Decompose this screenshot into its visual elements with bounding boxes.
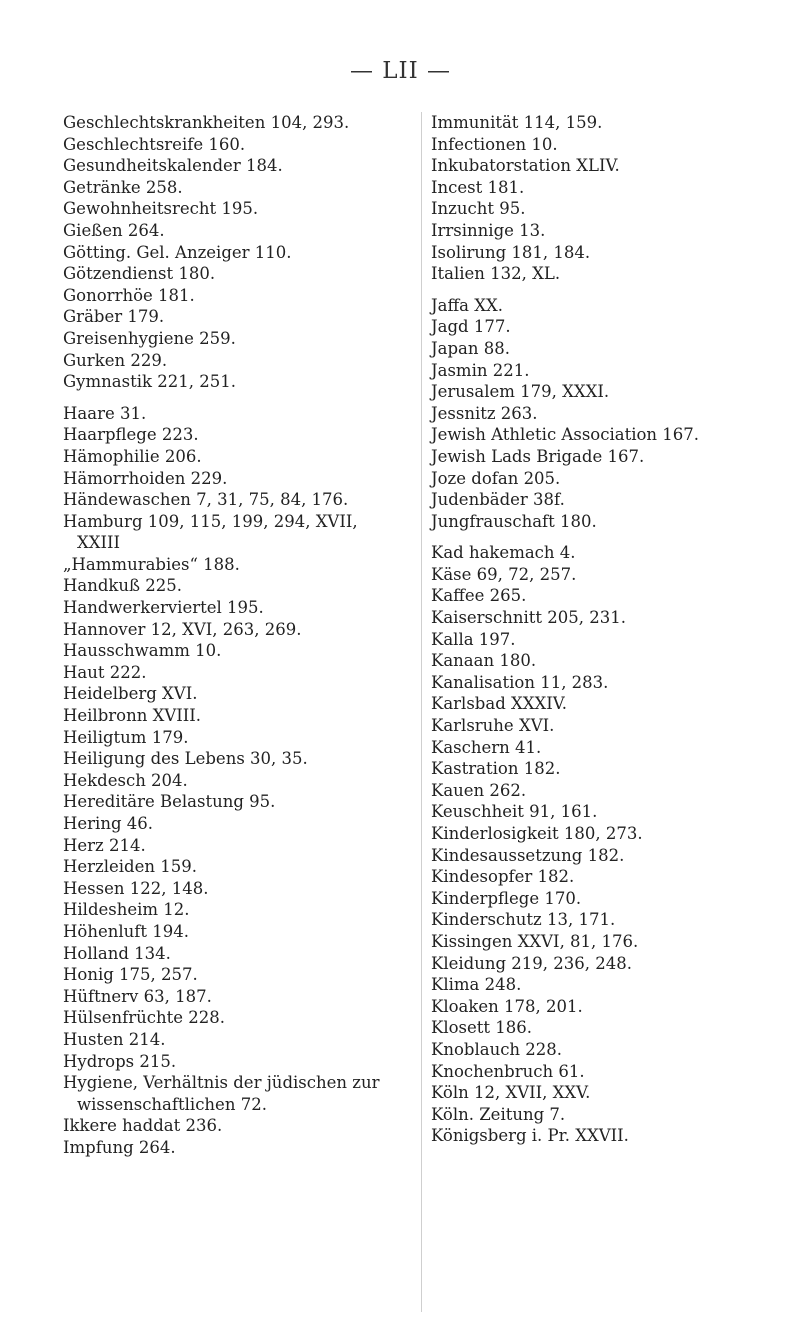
index-entry-text: Haare 31. xyxy=(63,403,147,423)
index-entry-text: Greisenhygiene 259. xyxy=(63,328,236,348)
index-entry-text: Husten 214. xyxy=(63,1029,166,1049)
index-entry-text: Klima 248. xyxy=(431,975,522,995)
index-entry-text: Knochenbruch 61. xyxy=(431,1061,585,1081)
index-entry-text: Kanaan 180. xyxy=(431,651,537,671)
index-entry-text: Götzendienst 180. xyxy=(63,264,216,284)
index-entry-text: Kad hakemach 4. xyxy=(431,543,576,563)
index-entry xyxy=(431,112,801,134)
index-entry xyxy=(63,112,433,134)
section-gap xyxy=(431,285,801,295)
index-entry xyxy=(63,511,433,554)
index-column-left xyxy=(63,112,433,1159)
index-entry-text: Kinderpflege 170. xyxy=(431,888,582,908)
index-entry-text: Jaffa XX. xyxy=(431,295,503,315)
index-entry xyxy=(63,1115,433,1137)
index-entry xyxy=(63,554,433,576)
index-entry xyxy=(431,242,801,264)
index-entry xyxy=(431,1082,801,1104)
index-entry-text: Karlsruhe XVI. xyxy=(431,716,555,736)
index-entry-text: Impfung 264. xyxy=(63,1137,176,1157)
index-entry-text: Jagd 177. xyxy=(431,317,511,337)
index-entry-text: Gießen 264. xyxy=(63,220,165,240)
index-entry xyxy=(63,1029,433,1051)
index-entry-text: Honig 175, 257. xyxy=(63,965,198,985)
index-entry xyxy=(431,758,801,780)
index-entry-text: Kalla 197. xyxy=(431,629,516,649)
index-entry xyxy=(431,381,801,403)
index-entry xyxy=(431,715,801,737)
index-entry-continuation: XXIII xyxy=(77,533,121,553)
index-entry xyxy=(431,888,801,910)
index-entry xyxy=(63,899,433,921)
index-entry xyxy=(431,263,801,285)
index-entry xyxy=(431,823,801,845)
index-entry-text: Holland 134. xyxy=(63,943,171,963)
index-entry-text: Kanalisation 11, 283. xyxy=(431,672,609,692)
index-entry xyxy=(63,446,433,468)
index-entry-text: Kindesaussetzung 182. xyxy=(431,845,625,865)
index-entry-text: Handwerkerviertel 195. xyxy=(63,598,264,618)
index-entry xyxy=(431,295,801,317)
index-entry xyxy=(431,737,801,759)
index-entry xyxy=(431,1125,801,1147)
index-entry xyxy=(63,1072,433,1115)
index-entry xyxy=(431,996,801,1018)
index-entry-text: Hämophilie 206. xyxy=(63,446,202,466)
page-number: — LII — xyxy=(349,58,452,84)
index-entry xyxy=(63,242,433,264)
index-entry-text: Klosett 186. xyxy=(431,1018,533,1038)
index-entry-text: Herzleiden 159. xyxy=(63,857,197,877)
index-entry xyxy=(431,1017,801,1039)
index-entry-text: Jewish Athletic Association 167. xyxy=(431,425,700,445)
index-entry xyxy=(63,619,433,641)
index-entry-text: Hamburg 109, 115, 199, 294, XVII, xyxy=(63,511,358,531)
index-entry-text: Hydrops 215. xyxy=(63,1051,177,1071)
index-entry-text: Geschlechtskrankheiten 104, 293. xyxy=(63,113,350,132)
index-entry xyxy=(431,511,801,533)
index-entry xyxy=(63,856,433,878)
index-entry xyxy=(63,350,433,372)
index-entry-text: Jessnitz 263. xyxy=(431,403,538,423)
index-entry-text: Kaiserschnitt 205, 231. xyxy=(431,608,627,628)
index-column-right xyxy=(431,112,801,1147)
index-entry-text: Gonorrhöe 181. xyxy=(63,285,195,305)
index-entry xyxy=(63,878,433,900)
index-entry xyxy=(63,328,433,350)
index-entry xyxy=(63,1007,433,1029)
index-entry-text: Gräber 179. xyxy=(63,307,165,327)
index-entry xyxy=(431,585,801,607)
index-entry xyxy=(63,1137,433,1159)
index-entry-text: Kleidung 219, 236, 248. xyxy=(431,953,632,973)
index-entry-text: Hygiene, Verhältnis der jüdischen zur xyxy=(63,1073,380,1093)
index-entry xyxy=(63,134,433,156)
index-entry xyxy=(431,468,801,490)
index-entry-text: Immunität 114, 159. xyxy=(431,113,603,132)
index-entry xyxy=(63,285,433,307)
index-entry-text: Jasmin 221. xyxy=(431,360,530,380)
index-entry xyxy=(431,155,801,177)
index-entry xyxy=(431,650,801,672)
index-entry xyxy=(63,791,433,813)
index-entry xyxy=(63,640,433,662)
index-entry-text: Köln 12, XVII, XXV. xyxy=(431,1083,591,1103)
index-entry-text: Heiligtum 179. xyxy=(63,727,189,747)
index-entry xyxy=(431,360,801,382)
index-entry-text: Geschlechtsreife 160. xyxy=(63,134,246,154)
index-entry-text: Höhenluft 194. xyxy=(63,921,189,941)
index-entry xyxy=(431,446,801,468)
index-entry-text: Inkubatorstation XLIV. xyxy=(431,156,620,176)
index-entry-text: Infectionen 10. xyxy=(431,134,558,154)
index-entry-text: Gesundheitskalender 184. xyxy=(63,156,283,176)
index-entry xyxy=(63,770,433,792)
index-entry xyxy=(63,813,433,835)
index-entry-text: Judenbäder 38f. xyxy=(431,490,565,510)
index-entry-text: Knoblauch 228. xyxy=(431,1039,563,1059)
index-entry-text: Hannover 12, XVI, 263, 269. xyxy=(63,619,302,639)
index-entry-text: Karlsbad XXXIV. xyxy=(431,694,568,714)
index-entry-text: Herz 214. xyxy=(63,835,146,855)
index-entry xyxy=(63,727,433,749)
index-entry-text: Incest 181. xyxy=(431,177,525,197)
index-entry xyxy=(431,1061,801,1083)
index-entry-text: Inzucht 95. xyxy=(431,199,526,219)
index-entry xyxy=(63,575,433,597)
index-entry xyxy=(431,489,801,511)
index-entry-text: Irrsinnige 13. xyxy=(431,220,546,240)
index-entry xyxy=(431,316,801,338)
index-entry xyxy=(431,953,801,975)
index-entry xyxy=(63,177,433,199)
index-entry-text: Kastration 182. xyxy=(431,759,561,779)
index-entry-text: Hereditäre Belastung 95. xyxy=(63,792,276,812)
index-entry-text: Gewohnheitsrecht 195. xyxy=(63,199,259,219)
index-entry xyxy=(63,155,433,177)
index-entry-text: Hüftnerv 63, 187. xyxy=(63,986,212,1006)
index-entry-text: Hering 46. xyxy=(63,814,153,833)
index-entry xyxy=(431,1039,801,1061)
index-entry xyxy=(63,597,433,619)
index-entry xyxy=(63,748,433,770)
index-entry-text: Japan 88. xyxy=(431,338,510,358)
index-entry xyxy=(431,338,801,360)
index-entry xyxy=(63,371,433,393)
index-entry xyxy=(63,683,433,705)
index-entry-text: Jewish Lads Brigade 167. xyxy=(431,446,645,466)
index-entry xyxy=(431,801,801,823)
index-entry-text: Jungfrauschaft 180. xyxy=(431,511,597,531)
index-entry xyxy=(431,931,801,953)
index-entry-text: Hessen 122, 148. xyxy=(63,878,209,898)
index-entry-text: Königsberg i. Pr. XXVII. xyxy=(431,1126,629,1146)
index-entry xyxy=(431,542,801,564)
index-entry xyxy=(63,1051,433,1073)
index-entry-text: Kissingen XXVI, 81, 176. xyxy=(431,931,639,951)
index-entry-text: Händewaschen 7, 31, 75, 84, 176. xyxy=(63,490,349,510)
index-entry-text: Hülsenfrüchte 228. xyxy=(63,1008,226,1028)
index-entry-text: Kloaken 178, 201. xyxy=(431,996,583,1016)
index-entry-text: Italien 132, XL. xyxy=(431,264,561,284)
index-entry-text: Hausschwamm 10. xyxy=(63,641,222,661)
index-entry xyxy=(63,964,433,986)
index-entry xyxy=(431,780,801,802)
index-entry-text: Heidelberg XVI. xyxy=(63,684,198,704)
index-entry xyxy=(63,424,433,446)
index-entry-text: Joze dofan 205. xyxy=(431,468,561,488)
index-entry-text: Ikkere haddat 236. xyxy=(63,1116,223,1136)
index-entry xyxy=(63,306,433,328)
index-entry xyxy=(431,974,801,996)
index-entry xyxy=(63,943,433,965)
section-gap xyxy=(63,393,433,403)
index-entry xyxy=(431,845,801,867)
section-gap xyxy=(431,532,801,542)
index-entry-text: Kinderlosigkeit 180, 273. xyxy=(431,824,643,843)
index-entry xyxy=(63,705,433,727)
index-entry xyxy=(63,263,433,285)
index-entry xyxy=(63,986,433,1008)
index-entry xyxy=(63,198,433,220)
index-entry xyxy=(431,403,801,425)
index-entry-text: Hekdesch 204. xyxy=(63,770,188,790)
index-entry xyxy=(63,921,433,943)
index-entry xyxy=(431,564,801,586)
index-entry-text: Heilbronn XVIII. xyxy=(63,706,202,726)
index-entry-text: Kindesopfer 182. xyxy=(431,867,575,887)
index-entry-text: „Hammurabies“ 188. xyxy=(63,554,240,574)
index-entry xyxy=(431,672,801,694)
index-entry-text: Keuschheit 91, 161. xyxy=(431,802,598,822)
index-entry-text: Haut 222. xyxy=(63,662,147,682)
index-entry-text: Köln. Zeitung 7. xyxy=(431,1104,566,1124)
index-entry-text: Kaffee 265. xyxy=(431,586,527,606)
index-entry xyxy=(431,177,801,199)
index-entry xyxy=(63,835,433,857)
index-entry xyxy=(431,909,801,931)
index-entry xyxy=(431,607,801,629)
index-entry xyxy=(63,468,433,490)
index-entry xyxy=(63,403,433,425)
index-entry-text: Isolirung 181, 184. xyxy=(431,242,591,262)
index-entry xyxy=(431,693,801,715)
index-entry xyxy=(431,1104,801,1126)
index-entry-text: Kinderschutz 13, 171. xyxy=(431,910,616,930)
index-entry-text: Heiligung des Lebens 30, 35. xyxy=(63,749,308,769)
index-entry xyxy=(431,866,801,888)
index-entry xyxy=(63,662,433,684)
index-entry-text: Handkuß 225. xyxy=(63,576,183,596)
index-entry-text: Jerusalem 179, XXXI. xyxy=(431,382,610,402)
index-entry-text: Getränke 258. xyxy=(63,177,183,197)
index-entry xyxy=(431,220,801,242)
index-entry-text: Gymnastik 221, 251. xyxy=(63,372,236,392)
index-entry-text: Hämorrhoiden 229. xyxy=(63,468,228,488)
index-entry-text: Käse 69, 72, 257. xyxy=(431,564,577,584)
index-entry-text: Kauen 262. xyxy=(431,780,527,800)
index-entry-text: Gurken 229. xyxy=(63,350,168,370)
index-entry xyxy=(431,424,801,446)
index-entry-text: Götting. Gel. Anzeiger 110. xyxy=(63,242,292,262)
index-entry xyxy=(63,220,433,242)
index-entry-text: Kaschern 41. xyxy=(431,737,542,757)
index-entry xyxy=(63,489,433,511)
index-entry xyxy=(431,629,801,651)
index-entry-text: Haarpflege 223. xyxy=(63,425,199,445)
index-entry xyxy=(431,134,801,156)
index-entry xyxy=(431,198,801,220)
index-entry-text: Hildesheim 12. xyxy=(63,900,190,920)
index-entry-continuation: wissenschaftlichen 72. xyxy=(77,1094,267,1114)
